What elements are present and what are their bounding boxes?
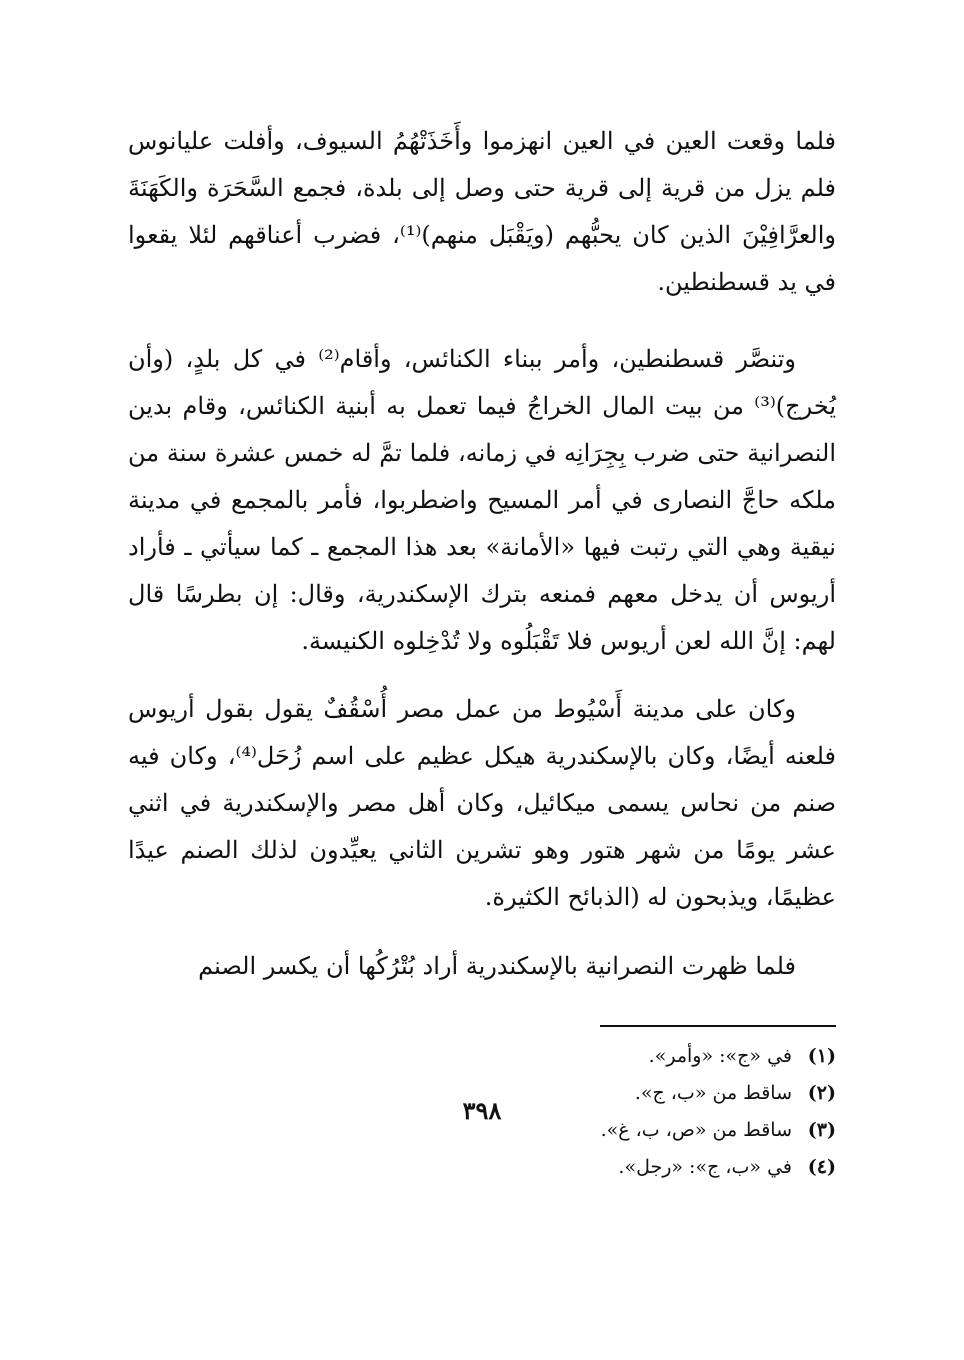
footnote-divider: [600, 1025, 836, 1027]
paragraph-2: وتنصَّر قسطنطين، وأمر ببناء الكنائس، وأقام⁽²⁾ في كل بلدٍ، (وأن يُخرج)⁽³⁾ من بيت المال الخراجُ فيما تعمل به أبنية الكنائس، وقام بدين النصرانية حتى ضرب بِجِرَانِه في زمانه، فلما تمَّ له خمس عشرة سنة من ملكه حاجَّ النصارى في أمر المسيح واضطربوا، فأمر بالمجمع في مدينة نيقية وهي التي رتبت فيها «الأمانة» بعد هذا المجمع ـ كما سيأتي ـ فأراد أريوس أن يدخل معهم فمنعه بترك الإسكندرية، وقال: إن بطرسًا قال لهم: إنَّ الله لعن أريوس فلا تَقْبَلُوه ولا تُدْخِلوه الكنيسة.: [128, 345, 837, 655]
footnote-text: في «ج»: «وأمر».: [648, 1045, 792, 1067]
footnote-text: ساقط من «ص، ب، غ».: [600, 1119, 792, 1141]
footnote-text: ساقط من «ب، ج».: [634, 1082, 792, 1104]
page-number: ٣٩٨: [462, 1096, 502, 1125]
paragraph-3: وكان على مدينة أَسْيُوط من عمل مصر أُسْقُفٌ يقول بقول أريوس فلعنه أيضًا، وكان بالإسكندرية هيكل عظيم على اسم زُحَل⁽⁴⁾، وكان فيه صنم من نحاس يسمى ميكائيل، وكان أهل مصر والإسكندرية في اثني عشر يومًا من شهر هتور وهو تشرين الثاني يعيِّدون لذلك الصنم عيدًا عظيمًا، ويذبحون له (الذبائح الكثيرة.: [128, 695, 836, 911]
footnote-number: (٣): [807, 1119, 836, 1141]
footnote-text: في «ب، ج»: «رجل».: [618, 1156, 792, 1178]
footnote-number: (١): [807, 1045, 836, 1067]
footnote-number: (٤): [807, 1156, 836, 1178]
footnote-item: [128, 1149, 836, 1186]
paragraph-1: فلما وقعت العين في العين انهزموا وأَخَذَتْهُمُ السيوف، وأفلت عليانوس فلم يزل من قرية إلى قرية حتى وصل إلى بلدة، فجمع السَّحَرَة والكَهَنَةَ والعرَّافِيْنَ الذين كان يحبُّهم (ويَقْبَل منهم)⁽¹⁾، فضرب أعناقهم لئلا يقعوا في يد قسطنطين.: [128, 127, 837, 296]
footnote-number: (٢): [807, 1082, 836, 1104]
paragraph-4: فلما ظهرت النصرانية بالإسكندرية أراد بُتْرُكُها أن يكسر الصنم: [198, 952, 796, 980]
footnote-item: [128, 1038, 836, 1075]
